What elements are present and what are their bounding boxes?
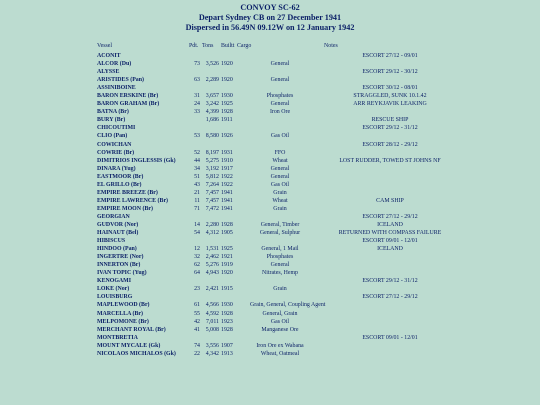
vessel-tons: 5,275 bbox=[205, 157, 219, 164]
vessel-notes: ESCORT 29/12 - 30/12 bbox=[362, 69, 418, 76]
vessel-name: MAPLEWOOD (Br) bbox=[97, 302, 150, 309]
vessel-cargo: General bbox=[270, 262, 290, 269]
vessel-built: 1905 bbox=[221, 230, 233, 237]
vessel-built: 1920 bbox=[221, 77, 233, 84]
vessel-notes: ICELAND bbox=[377, 246, 403, 253]
vessel-pdt: 21 bbox=[194, 189, 200, 196]
vessel-tons: 3,657 bbox=[205, 93, 219, 100]
vessel-name: GUDVOR (Nor) bbox=[97, 221, 139, 228]
vessel-cargo: General, Sulphur bbox=[259, 230, 301, 237]
table-row bbox=[0, 285, 540, 293]
vessel-name: COWICHAN bbox=[97, 141, 132, 148]
column-header-vessel: Vessel bbox=[97, 43, 113, 49]
table-row bbox=[0, 124, 540, 132]
vessel-name: BURY (Br) bbox=[97, 117, 126, 124]
vessel-notes: ESCORT 29/12 - 31/12 bbox=[362, 278, 418, 285]
vessel-built: 1920 bbox=[221, 270, 233, 277]
vessel-notes: ARR REYKJAVIK LEAKING bbox=[353, 101, 427, 108]
vessel-built: 1930 bbox=[221, 302, 233, 309]
table-row bbox=[0, 342, 540, 350]
vessel-built: 1907 bbox=[221, 342, 233, 349]
vessel-notes: ESCORT 30/12 - 08/01 bbox=[362, 85, 418, 92]
vessel-name: EMPIRE BREEZE (Br) bbox=[97, 189, 158, 196]
table-row bbox=[0, 92, 540, 100]
table-row bbox=[0, 76, 540, 84]
vessel-name: HAINAUT (Bel) bbox=[97, 230, 139, 237]
table-row bbox=[0, 269, 540, 277]
vessel-tons: 8,197 bbox=[205, 149, 219, 156]
vessel-name: EMPIRE LAWRENCE (Br) bbox=[97, 197, 169, 204]
vessel-pdt: 51 bbox=[194, 173, 200, 180]
vessel-built: 1928 bbox=[221, 310, 233, 317]
table-row bbox=[0, 318, 540, 326]
vessel-cargo: Wheat, Oatmeal bbox=[260, 350, 300, 357]
vessel-tons: 7,264 bbox=[205, 181, 219, 188]
table-row bbox=[0, 173, 540, 181]
vessel-pdt: 34 bbox=[194, 165, 200, 172]
vessel-built: 1919 bbox=[221, 262, 233, 269]
vessel-name: CLIO (Pan) bbox=[97, 133, 128, 140]
table-row bbox=[0, 84, 540, 92]
vessel-name: ALYSSE bbox=[97, 69, 120, 76]
vessel-built: 1921 bbox=[221, 254, 233, 261]
table-row bbox=[0, 293, 540, 301]
convoy-title: CONVOY SC-62 bbox=[240, 3, 300, 12]
vessel-tons: 2,421 bbox=[205, 286, 219, 293]
vessel-built: 1941 bbox=[221, 189, 233, 196]
vessel-pdt: 43 bbox=[194, 181, 200, 188]
vessel-cargo: General bbox=[270, 101, 290, 108]
table-row bbox=[0, 310, 540, 318]
vessel-name: MONTBRETIA bbox=[97, 334, 138, 341]
vessel-name: LOKE (Nor) bbox=[97, 286, 130, 293]
vessel-pdt: 52 bbox=[194, 149, 200, 156]
vessel-name: ALCOR (Du) bbox=[97, 61, 132, 68]
vessel-name: EASTMOOR (Br) bbox=[97, 173, 144, 180]
vessel-notes: RESCUE SHIP bbox=[371, 117, 409, 124]
vessel-pdt: 54 bbox=[194, 230, 200, 237]
vessel-cargo: Nitrates, Hemp bbox=[262, 270, 298, 277]
column-header-pdt: Pdt. bbox=[189, 43, 199, 49]
vessel-cargo: Grain bbox=[273, 205, 287, 212]
vessel-cargo: Grain bbox=[273, 286, 287, 293]
vessel-pdt: 53 bbox=[194, 133, 200, 140]
vessel-cargo: General bbox=[270, 173, 290, 180]
vessel-pdt: 14 bbox=[194, 221, 200, 228]
vessel-built: 1928 bbox=[221, 221, 233, 228]
table-row bbox=[0, 189, 540, 197]
vessel-built: 1928 bbox=[221, 326, 233, 333]
vessel-pdt: 62 bbox=[194, 262, 200, 269]
table-row bbox=[0, 165, 540, 173]
vessel-cargo: Gas Oil bbox=[270, 133, 290, 140]
table-row bbox=[0, 334, 540, 342]
vessel-name: HIBISCUS bbox=[97, 238, 126, 245]
vessel-cargo: General bbox=[270, 77, 290, 84]
column-header-notes: Notes bbox=[324, 43, 338, 49]
vessel-notes: ESCORT 09/01 - 12/01 bbox=[362, 334, 418, 341]
vessel-built: 1917 bbox=[221, 165, 233, 172]
vessel-tons: 5,276 bbox=[205, 262, 219, 269]
vessel-built: 1925 bbox=[221, 101, 233, 108]
vessel-tons: 4,312 bbox=[205, 230, 219, 237]
vessel-tons: 5,812 bbox=[205, 173, 219, 180]
table-row bbox=[0, 52, 540, 60]
vessel-built: 1931 bbox=[221, 149, 233, 156]
table-row bbox=[0, 301, 540, 309]
vessel-tons: 1,531 bbox=[205, 246, 219, 253]
table-row bbox=[0, 277, 540, 285]
vessel-cargo: General bbox=[270, 165, 290, 172]
column-header-built: Builtt bbox=[221, 43, 235, 49]
vessel-tons: 2,462 bbox=[205, 254, 219, 261]
vessel-tons: 7,457 bbox=[205, 197, 219, 204]
vessel-tons: 3,556 bbox=[205, 342, 219, 349]
vessel-notes: ESCORT 29/12 - 31/12 bbox=[362, 125, 418, 132]
table-row bbox=[0, 157, 540, 165]
vessel-notes: CAM SHIP bbox=[376, 197, 404, 204]
vessel-pdt: 42 bbox=[194, 318, 200, 325]
vessel-cargo: Wheat bbox=[272, 197, 288, 204]
vessel-cargo: Iron Ore bbox=[269, 109, 291, 116]
vessel-cargo: General, Grain bbox=[262, 310, 298, 317]
vessel-name: BARON GRAHAM (Br) bbox=[97, 101, 160, 108]
vessel-tons: 1,686 bbox=[205, 117, 219, 124]
vessel-cargo: FFO bbox=[274, 149, 286, 156]
vessel-tons: 4,943 bbox=[205, 270, 219, 277]
vessel-cargo: Grain, General, Coupling Agent bbox=[250, 302, 326, 309]
table-row bbox=[0, 245, 540, 253]
vessel-cargo: Gas Oil bbox=[270, 181, 290, 188]
vessel-built: 1922 bbox=[221, 173, 233, 180]
vessel-name: MARCELLA (Br) bbox=[97, 310, 143, 317]
vessel-pdt: 33 bbox=[194, 109, 200, 116]
vessel-name: INGERTRE (Nor) bbox=[97, 254, 144, 261]
vessel-name: DIMITRIOS INGLESSIS (Gk) bbox=[97, 157, 176, 164]
vessel-built: 1928 bbox=[221, 109, 233, 116]
table-row bbox=[0, 197, 540, 205]
vessel-notes: LOST RUDDER, TOWED ST JOHNS NF bbox=[339, 157, 441, 164]
vessel-cargo: Phosphates bbox=[266, 93, 294, 100]
table-row bbox=[0, 141, 540, 149]
vessel-pdt: 61 bbox=[194, 302, 200, 309]
vessel-pdt: 23 bbox=[194, 286, 200, 293]
vessel-cargo: Phosphates bbox=[266, 254, 294, 261]
table-row bbox=[0, 205, 540, 213]
vessel-name: HINDOO (Pan) bbox=[97, 246, 137, 253]
column-header-cargo: Cargo bbox=[237, 43, 252, 49]
vessel-name: MERCHANT ROYAL (Br) bbox=[97, 326, 166, 333]
vessel-built: 1925 bbox=[221, 246, 233, 253]
table-row bbox=[0, 132, 540, 140]
table-row bbox=[0, 181, 540, 189]
table-row bbox=[0, 100, 540, 108]
vessel-name: NICOLAOS MICHALOS (Gk) bbox=[97, 350, 176, 357]
vessel-name: BATNA (Br) bbox=[97, 109, 129, 116]
vessel-notes: ESCORT 27/12 - 29/12 bbox=[362, 213, 418, 220]
vessel-tons: 4,342 bbox=[205, 350, 219, 357]
vessel-name: ARISTIDES (Pan) bbox=[97, 77, 144, 84]
vessel-name: EL GRILLO (Br) bbox=[97, 181, 142, 188]
vessel-tons: 7,457 bbox=[205, 189, 219, 196]
column-header-tons: Tons bbox=[202, 43, 214, 49]
table-row bbox=[0, 149, 540, 157]
table-row bbox=[0, 108, 540, 116]
table-row bbox=[0, 68, 540, 76]
vessel-name: INNERTON (Br) bbox=[97, 262, 141, 269]
vessel-notes: ICELAND bbox=[377, 221, 403, 228]
table-row bbox=[0, 326, 540, 334]
vessel-tons: 7,472 bbox=[205, 205, 219, 212]
vessel-built: 1915 bbox=[221, 286, 233, 293]
vessel-pdt: 71 bbox=[194, 205, 200, 212]
vessel-pdt: 55 bbox=[194, 310, 200, 317]
vessel-notes: ESCORT 27/12 - 09/01 bbox=[362, 53, 418, 59]
table-row bbox=[0, 253, 540, 261]
table-row bbox=[0, 350, 540, 358]
vessel-cargo: Manganese Ore bbox=[261, 326, 299, 333]
vessel-tons: 3,192 bbox=[205, 165, 219, 172]
vessel-pdt: 63 bbox=[194, 77, 200, 84]
vessel-name: COWRIE (Br) bbox=[97, 149, 135, 156]
vessel-name: ACONIT bbox=[97, 53, 121, 59]
vessel-tons: 3,526 bbox=[205, 61, 219, 68]
vessel-tons: 2,280 bbox=[205, 221, 219, 228]
vessel-name: BARON ERSKINE (Br) bbox=[97, 93, 159, 100]
vessel-built: 1930 bbox=[221, 93, 233, 100]
vessel-pdt: 44 bbox=[194, 157, 200, 164]
vessel-cargo: General bbox=[270, 61, 290, 68]
vessel-table bbox=[0, 52, 540, 358]
vessel-notes: ESCORT 28/12 - 29/12 bbox=[362, 141, 418, 148]
vessel-tons: 5,008 bbox=[205, 326, 219, 333]
vessel-pdt: 31 bbox=[194, 93, 200, 100]
vessel-tons: 3,242 bbox=[205, 101, 219, 108]
vessel-cargo: Gas Oil bbox=[270, 318, 290, 325]
departure-line: Depart Sydney CB on 27 December 1941 bbox=[198, 13, 342, 22]
table-row bbox=[0, 213, 540, 221]
table-row bbox=[0, 60, 540, 68]
vessel-pdt: 64 bbox=[194, 270, 200, 277]
vessel-tons: 2,289 bbox=[205, 77, 219, 84]
vessel-name: DINARA (Yug) bbox=[97, 165, 136, 172]
vessel-notes: ESCORT 27/12 - 29/12 bbox=[362, 294, 418, 301]
vessel-cargo: Grain bbox=[273, 189, 287, 196]
table-row bbox=[0, 221, 540, 229]
vessel-tons: 7,011 bbox=[205, 318, 219, 325]
vessel-notes: STRAGGLED, SUNK 10.1.42 bbox=[353, 93, 427, 100]
vessel-built: 1920 bbox=[221, 61, 233, 68]
vessel-name: IVAN TOPIC (Yug) bbox=[97, 270, 147, 277]
vessel-notes: RETURNED WITH COMPASS FAILURE bbox=[338, 230, 442, 237]
vessel-name: MELPOMONE (Br) bbox=[97, 318, 149, 325]
vessel-built: 1923 bbox=[221, 318, 233, 325]
vessel-pdt: 12 bbox=[194, 246, 200, 253]
vessel-built: 1922 bbox=[221, 181, 233, 188]
vessel-built: 1913 bbox=[221, 350, 233, 357]
table-row bbox=[0, 237, 540, 245]
vessel-tons: 4,592 bbox=[205, 310, 219, 317]
vessel-name: GEORGIAN bbox=[97, 213, 130, 220]
vessel-tons: 4,399 bbox=[205, 109, 219, 116]
table-row bbox=[0, 116, 540, 124]
vessel-pdt: 74 bbox=[194, 342, 200, 349]
vessel-built: 1941 bbox=[221, 197, 233, 204]
vessel-pdt: 22 bbox=[194, 350, 200, 357]
table-row bbox=[0, 261, 540, 269]
vessel-pdt: 11 bbox=[194, 197, 200, 204]
vessel-pdt: 24 bbox=[194, 101, 200, 108]
vessel-cargo: Wheat bbox=[272, 157, 288, 164]
vessel-tons: 8,580 bbox=[205, 133, 219, 140]
vessel-pdt: 73 bbox=[194, 61, 200, 68]
vessel-name: KENOGAMI bbox=[97, 278, 132, 285]
vessel-built: 1941 bbox=[221, 205, 233, 212]
vessel-name: LOUISBURG bbox=[97, 294, 133, 301]
vessel-tons: 4,566 bbox=[205, 302, 219, 309]
vessel-name: EMPIRE MOON (Br) bbox=[97, 205, 153, 212]
vessel-cargo: Iron Ore ex Wabana bbox=[256, 342, 304, 349]
vessel-built: 1926 bbox=[221, 133, 233, 140]
vessel-notes: ESCORT 09/01 - 12/01 bbox=[362, 238, 418, 245]
vessel-name: CHICOUTIMI bbox=[97, 125, 136, 132]
vessel-pdt: 41 bbox=[194, 326, 200, 333]
vessel-built: 1911 bbox=[221, 117, 233, 124]
vessel-built: 1910 bbox=[221, 157, 233, 164]
vessel-cargo: General, 1 Mail bbox=[261, 246, 299, 253]
vessel-name: MOUNT MYCALE (Gk) bbox=[97, 342, 161, 349]
vessel-cargo: General, Timber bbox=[260, 221, 300, 228]
dispersal-line: Dispersed in 56.49N 09.12W on 12 January 1942 bbox=[185, 23, 355, 32]
vessel-pdt: 32 bbox=[194, 254, 200, 261]
table-row bbox=[0, 229, 540, 237]
vessel-name: ASSINIBOINE bbox=[97, 85, 136, 92]
